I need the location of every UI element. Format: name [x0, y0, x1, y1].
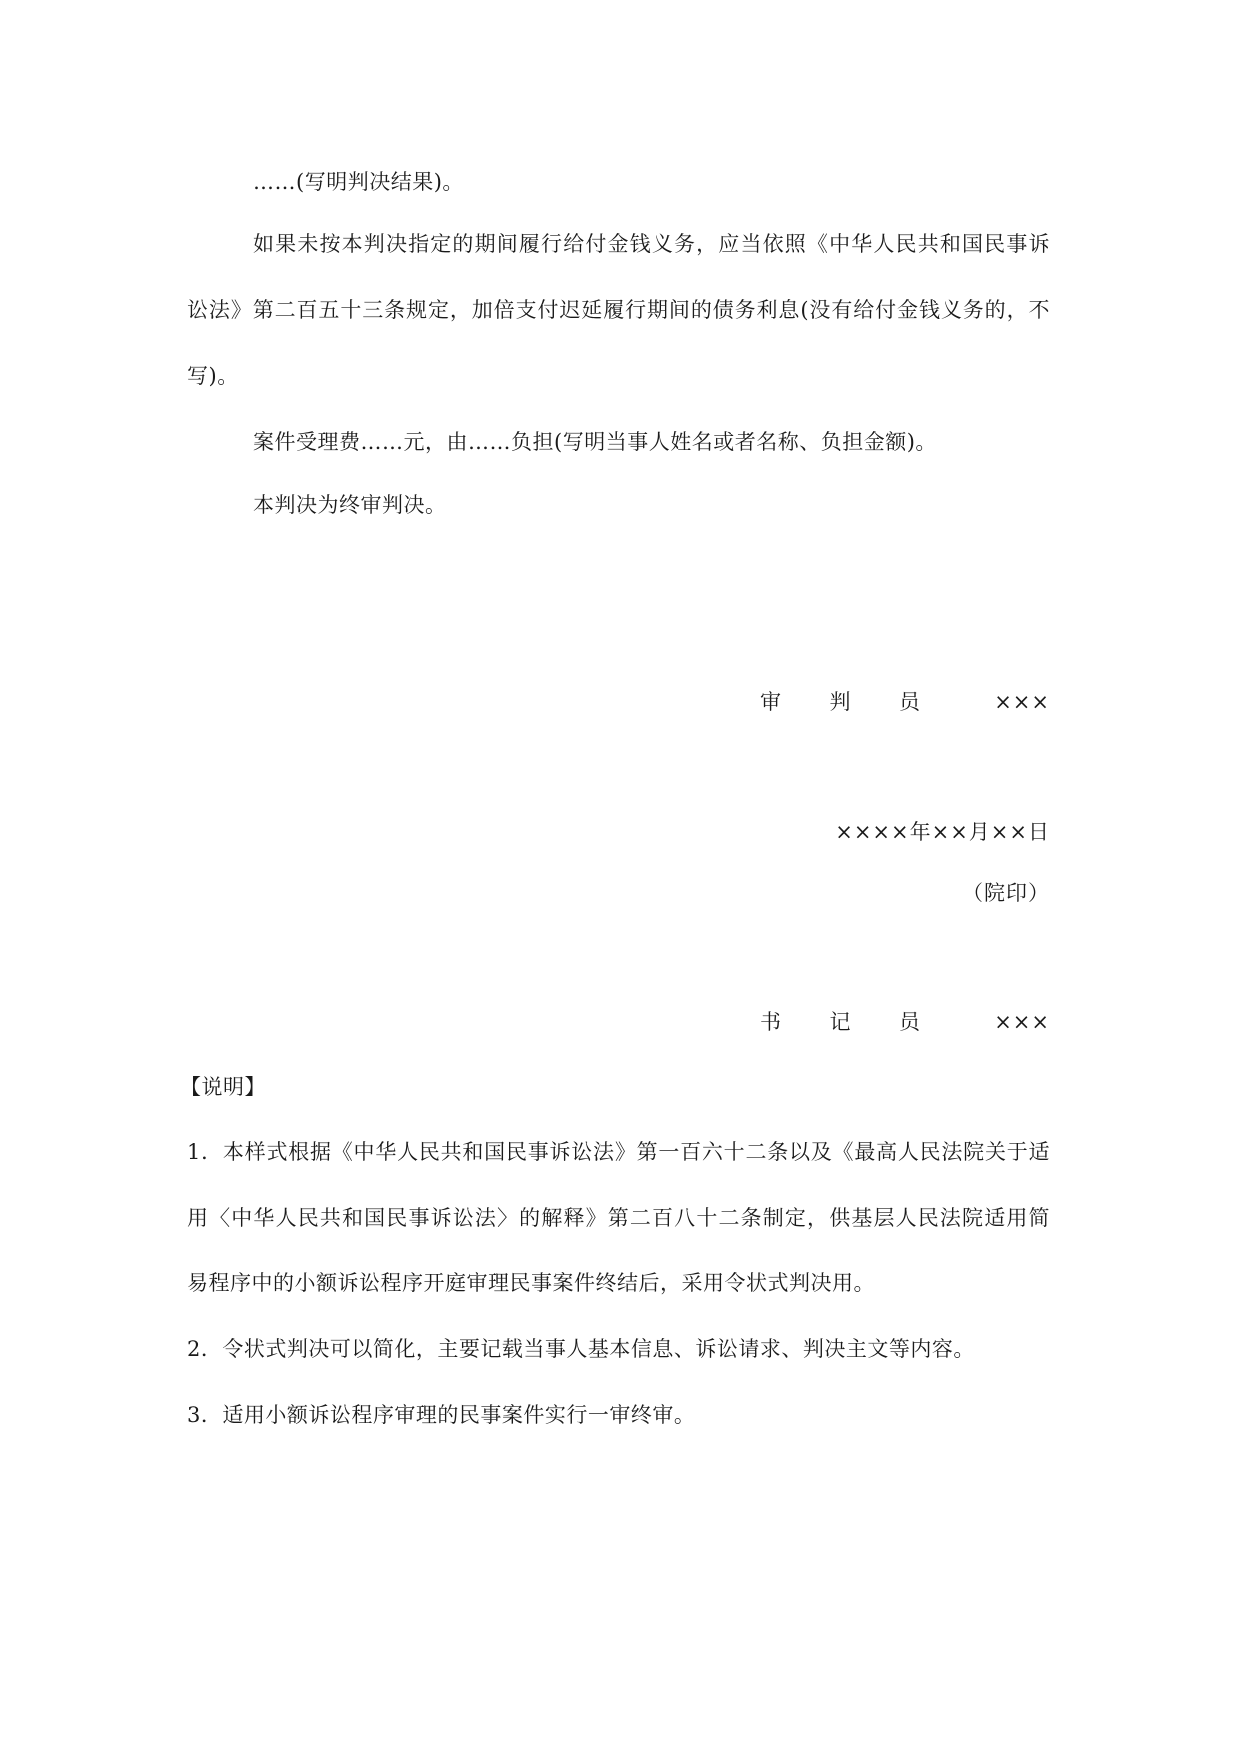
judge-name: ××× — [994, 690, 1050, 714]
interest-paragraph-line-1: 如果未按本判决指定的期间履行给付金钱义务，应当依照《中华人民共和国民事诉 — [253, 232, 1050, 256]
note-1-line-3: 易程序中的小额诉讼程序开庭审理民事案件终结后，采用令状式判决用。 — [187, 1271, 875, 1295]
note-2: 2．令状式判决可以简化，主要记载当事人基本信息、诉讼请求、判决主文等内容。 — [187, 1337, 975, 1361]
notes-heading: 【说明】 — [180, 1075, 266, 1099]
court-seal: （院印） — [962, 881, 1050, 905]
clerk-title-char: 记 — [829, 1010, 851, 1034]
clerk-title-char: 书 — [760, 1010, 781, 1034]
note-1-line-1: 1．本样式根据《中华人民共和国民事诉讼法》第一百六十二条以及《最高人民法院关于适 — [187, 1140, 1050, 1164]
fee-line: 案件受理费……元，由……负担(写明当事人姓名或者名称、负担金额)。 — [253, 430, 937, 454]
clerk-signature-row — [760, 1007, 1050, 1037]
judge-title-char: 判 — [829, 690, 851, 714]
judgment-date: ××××年××月××日 — [835, 820, 1050, 844]
interest-paragraph-line-3: 写)。 — [187, 364, 239, 388]
final-judgment-line: 本判决为终审判决。 — [253, 493, 447, 517]
judge-title-char: 审 — [760, 690, 781, 714]
result-line: ……(写明判决结果)。 — [253, 170, 464, 194]
clerk-name: ××× — [994, 1010, 1050, 1034]
interest-paragraph-line-2: 讼法》第二百五十三条规定，加倍支付迟延履行期间的债务利息(没有给付金钱义务的，不 — [187, 298, 1050, 322]
note-1-line-2: 用〈中华人民共和国民事诉讼法〉的解释》第二百八十二条制定，供基层人民法院适用简 — [187, 1206, 1050, 1230]
clerk-title-char: 员 — [899, 1010, 920, 1034]
judge-title-char: 员 — [899, 690, 920, 714]
note-3: 3．适用小额诉讼程序审理的民事案件实行一审终审。 — [187, 1403, 696, 1427]
judge-signature-row — [760, 687, 1050, 717]
judge-title — [760, 687, 920, 717]
clerk-title — [760, 1007, 920, 1037]
